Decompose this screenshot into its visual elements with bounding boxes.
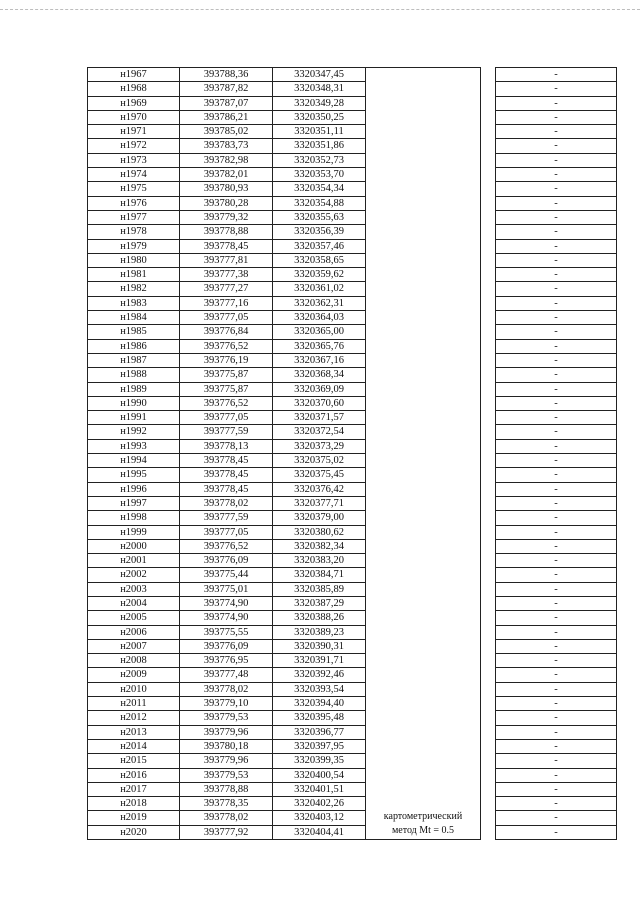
table-row [88, 739, 617, 753]
point-id-cell: н2010 [88, 682, 180, 696]
table-row [88, 697, 617, 711]
x-coordinate-cell: 393775,44 [180, 568, 273, 582]
description-cell: - [496, 754, 617, 768]
page-top-rule [0, 9, 640, 10]
table-row [88, 168, 617, 182]
x-coordinate-cell: 393778,45 [180, 239, 273, 253]
description-cell: - [496, 711, 617, 725]
y-coordinate-cell: 3320373,29 [273, 439, 366, 453]
table-row [88, 225, 617, 239]
y-coordinate-cell: 3320356,39 [273, 225, 366, 239]
table-row [88, 554, 617, 568]
description-cell: - [496, 82, 617, 96]
table-row [88, 668, 617, 682]
point-id-cell: н2014 [88, 739, 180, 753]
description-cell: - [496, 725, 617, 739]
description-cell: - [496, 639, 617, 653]
y-coordinate-cell: 3320351,86 [273, 139, 366, 153]
x-coordinate-cell: 393778,45 [180, 468, 273, 482]
description-cell: - [496, 682, 617, 696]
point-id-cell: н1980 [88, 253, 180, 267]
table-row [88, 811, 617, 825]
point-id-cell: н1996 [88, 482, 180, 496]
description-cell: - [496, 282, 617, 296]
x-coordinate-cell: 393775,87 [180, 368, 273, 382]
x-coordinate-cell: 393778,13 [180, 439, 273, 453]
x-coordinate-cell: 393777,92 [180, 825, 273, 839]
description-cell: - [496, 268, 617, 282]
table-row [88, 725, 617, 739]
x-coordinate-cell: 393787,82 [180, 82, 273, 96]
y-coordinate-cell: 3320383,20 [273, 554, 366, 568]
point-id-cell: н1973 [88, 153, 180, 167]
point-id-cell: н1984 [88, 311, 180, 325]
point-id-cell: н1967 [88, 68, 180, 82]
y-coordinate-cell: 3320400,54 [273, 768, 366, 782]
x-coordinate-cell: 393775,87 [180, 382, 273, 396]
table-row [88, 568, 617, 582]
table-row [88, 382, 617, 396]
y-coordinate-cell: 3320395,48 [273, 711, 366, 725]
y-coordinate-cell: 3320390,31 [273, 639, 366, 653]
table-row [88, 96, 617, 110]
x-coordinate-cell: 393782,98 [180, 153, 273, 167]
description-cell: - [496, 68, 617, 82]
table-row [88, 353, 617, 367]
table-row [88, 482, 617, 496]
table-row [88, 797, 617, 811]
point-id-cell: н1974 [88, 168, 180, 182]
x-coordinate-cell: 393778,88 [180, 225, 273, 239]
point-id-cell: н1997 [88, 496, 180, 510]
point-id-cell: н1975 [88, 182, 180, 196]
description-cell: - [496, 554, 617, 568]
description-cell: - [496, 196, 617, 210]
point-id-cell: н1969 [88, 96, 180, 110]
point-id-cell: н2013 [88, 725, 180, 739]
point-id-cell: н1994 [88, 454, 180, 468]
table-row [88, 654, 617, 668]
table-row [88, 611, 617, 625]
table-row [88, 768, 617, 782]
x-coordinate-cell: 393777,81 [180, 253, 273, 267]
point-id-cell: н1976 [88, 196, 180, 210]
point-id-cell: н2002 [88, 568, 180, 582]
y-coordinate-cell: 3320403,12 [273, 811, 366, 825]
x-coordinate-cell: 393788,36 [180, 68, 273, 82]
table-row [88, 196, 617, 210]
table-row [88, 525, 617, 539]
x-coordinate-cell: 393776,52 [180, 396, 273, 410]
point-id-cell: н1987 [88, 353, 180, 367]
table-row [88, 825, 617, 839]
table-row [88, 339, 617, 353]
point-id-cell: н1983 [88, 296, 180, 310]
x-coordinate-cell: 393776,09 [180, 554, 273, 568]
y-coordinate-cell: 3320394,40 [273, 697, 366, 711]
y-coordinate-cell: 3320396,77 [273, 725, 366, 739]
description-cell: - [496, 439, 617, 453]
y-coordinate-cell: 3320354,88 [273, 196, 366, 210]
y-coordinate-cell: 3320377,71 [273, 496, 366, 510]
point-id-cell: н2009 [88, 668, 180, 682]
table-row [88, 754, 617, 768]
y-coordinate-cell: 3320353,70 [273, 168, 366, 182]
description-cell: - [496, 210, 617, 224]
table-row [88, 468, 617, 482]
description-cell: - [496, 539, 617, 553]
x-coordinate-cell: 393780,93 [180, 182, 273, 196]
table-row [88, 682, 617, 696]
description-cell: - [496, 353, 617, 367]
point-id-cell: н1982 [88, 282, 180, 296]
y-coordinate-cell: 3320368,34 [273, 368, 366, 382]
x-coordinate-cell: 393777,59 [180, 511, 273, 525]
y-coordinate-cell: 3320355,63 [273, 210, 366, 224]
table-row [88, 782, 617, 796]
point-id-cell: н1986 [88, 339, 180, 353]
y-coordinate-cell: 3320385,89 [273, 582, 366, 596]
x-coordinate-cell: 393778,02 [180, 496, 273, 510]
x-coordinate-cell: 393777,48 [180, 668, 273, 682]
point-id-cell: н2011 [88, 697, 180, 711]
table-row [88, 396, 617, 410]
description-cell: - [496, 568, 617, 582]
table-row [88, 282, 617, 296]
description-cell: - [496, 668, 617, 682]
y-coordinate-cell: 3320399,35 [273, 754, 366, 768]
table-row [88, 496, 617, 510]
description-cell: - [496, 153, 617, 167]
description-cell: - [496, 396, 617, 410]
blank-column-cell [481, 68, 496, 840]
y-coordinate-cell: 3320352,73 [273, 153, 366, 167]
x-coordinate-cell: 393777,05 [180, 311, 273, 325]
x-coordinate-cell: 393778,02 [180, 682, 273, 696]
y-coordinate-cell: 3320392,46 [273, 668, 366, 682]
x-coordinate-cell: 393776,95 [180, 654, 273, 668]
point-id-cell: н2000 [88, 539, 180, 553]
x-coordinate-cell: 393777,59 [180, 425, 273, 439]
y-coordinate-cell: 3320350,25 [273, 110, 366, 124]
point-id-cell: н1978 [88, 225, 180, 239]
x-coordinate-cell: 393778,45 [180, 482, 273, 496]
point-id-cell: н1999 [88, 525, 180, 539]
accuracy-method-cell [366, 68, 481, 840]
x-coordinate-cell: 393775,55 [180, 625, 273, 639]
y-coordinate-cell: 3320379,00 [273, 511, 366, 525]
table-row [88, 625, 617, 639]
point-id-cell: н2007 [88, 639, 180, 653]
x-coordinate-cell: 393779,32 [180, 210, 273, 224]
table-row [88, 68, 617, 82]
description-cell: - [496, 96, 617, 110]
description-cell: - [496, 110, 617, 124]
description-cell: - [496, 811, 617, 825]
point-id-cell: н1985 [88, 325, 180, 339]
y-coordinate-cell: 3320387,29 [273, 596, 366, 610]
x-coordinate-cell: 393779,53 [180, 768, 273, 782]
table-row [88, 582, 617, 596]
x-coordinate-cell: 393785,02 [180, 125, 273, 139]
description-cell: - [496, 482, 617, 496]
x-coordinate-cell: 393776,84 [180, 325, 273, 339]
point-id-cell: н1981 [88, 268, 180, 282]
x-coordinate-cell: 393778,35 [180, 797, 273, 811]
description-cell: - [496, 611, 617, 625]
point-id-cell: н1968 [88, 82, 180, 96]
description-cell: - [496, 296, 617, 310]
x-coordinate-cell: 393778,88 [180, 782, 273, 796]
y-coordinate-cell: 3320393,54 [273, 682, 366, 696]
y-coordinate-cell: 3320348,31 [273, 82, 366, 96]
table-row [88, 425, 617, 439]
description-cell: - [496, 582, 617, 596]
description-cell: - [496, 797, 617, 811]
table-row [88, 82, 617, 96]
table-row [88, 153, 617, 167]
description-cell: - [496, 511, 617, 525]
point-id-cell: н1991 [88, 411, 180, 425]
description-cell: - [496, 382, 617, 396]
point-id-cell: н2015 [88, 754, 180, 768]
x-coordinate-cell: 393779,10 [180, 697, 273, 711]
point-id-cell: н2006 [88, 625, 180, 639]
description-cell: - [496, 253, 617, 267]
table-row [88, 253, 617, 267]
x-coordinate-cell: 393786,21 [180, 110, 273, 124]
table-row [88, 239, 617, 253]
description-cell: - [496, 168, 617, 182]
point-id-cell: н2018 [88, 797, 180, 811]
x-coordinate-cell: 393776,52 [180, 539, 273, 553]
x-coordinate-cell: 393780,18 [180, 739, 273, 753]
table-row [88, 268, 617, 282]
y-coordinate-cell: 3320371,57 [273, 411, 366, 425]
table-row [88, 596, 617, 610]
point-id-cell: н1972 [88, 139, 180, 153]
point-id-cell: н1992 [88, 425, 180, 439]
point-id-cell: н1993 [88, 439, 180, 453]
point-id-cell: н2004 [88, 596, 180, 610]
method-line-1: картометрический [383, 811, 463, 823]
y-coordinate-cell: 3320397,95 [273, 739, 366, 753]
table-row [88, 439, 617, 453]
coordinates-sheet [87, 67, 616, 840]
x-coordinate-cell: 393776,52 [180, 339, 273, 353]
table-row [88, 125, 617, 139]
x-coordinate-cell: 393776,09 [180, 639, 273, 653]
description-cell: - [496, 239, 617, 253]
description-cell: - [496, 125, 617, 139]
table-row [88, 311, 617, 325]
x-coordinate-cell: 393774,90 [180, 611, 273, 625]
description-cell: - [496, 225, 617, 239]
y-coordinate-cell: 3320391,71 [273, 654, 366, 668]
y-coordinate-cell: 3320369,09 [273, 382, 366, 396]
description-cell: - [496, 825, 617, 839]
point-id-cell: н1995 [88, 468, 180, 482]
x-coordinate-cell: 393787,07 [180, 96, 273, 110]
point-id-cell: н1979 [88, 239, 180, 253]
y-coordinate-cell: 3320384,71 [273, 568, 366, 582]
y-coordinate-cell: 3320364,03 [273, 311, 366, 325]
y-coordinate-cell: 3320389,23 [273, 625, 366, 639]
description-cell: - [496, 368, 617, 382]
description-cell: - [496, 625, 617, 639]
x-coordinate-cell: 393776,19 [180, 353, 273, 367]
description-cell: - [496, 411, 617, 425]
table-row [88, 325, 617, 339]
table-row [88, 539, 617, 553]
x-coordinate-cell: 393779,96 [180, 725, 273, 739]
y-coordinate-cell: 3320359,62 [273, 268, 366, 282]
y-coordinate-cell: 3320354,34 [273, 182, 366, 196]
y-coordinate-cell: 3320382,34 [273, 539, 366, 553]
description-cell: - [496, 339, 617, 353]
x-coordinate-cell: 393782,01 [180, 168, 273, 182]
description-cell: - [496, 782, 617, 796]
y-coordinate-cell: 3320375,02 [273, 454, 366, 468]
y-coordinate-cell: 3320365,00 [273, 325, 366, 339]
coordinates-table [87, 67, 617, 840]
point-id-cell: н1977 [88, 210, 180, 224]
point-id-cell: н1990 [88, 396, 180, 410]
y-coordinate-cell: 3320370,60 [273, 396, 366, 410]
table-row [88, 711, 617, 725]
table-row [88, 454, 617, 468]
description-cell: - [496, 311, 617, 325]
y-coordinate-cell: 3320380,62 [273, 525, 366, 539]
point-id-cell: н2019 [88, 811, 180, 825]
y-coordinate-cell: 3320388,26 [273, 611, 366, 625]
description-cell: - [496, 182, 617, 196]
point-id-cell: н2016 [88, 768, 180, 782]
x-coordinate-cell: 393778,02 [180, 811, 273, 825]
table-row [88, 368, 617, 382]
point-id-cell: н1998 [88, 511, 180, 525]
description-cell: - [496, 768, 617, 782]
point-id-cell: н1988 [88, 368, 180, 382]
x-coordinate-cell: 393779,53 [180, 711, 273, 725]
y-coordinate-cell: 3320402,26 [273, 797, 366, 811]
y-coordinate-cell: 3320347,45 [273, 68, 366, 82]
point-id-cell: н2012 [88, 711, 180, 725]
x-coordinate-cell: 393777,05 [180, 411, 273, 425]
description-cell: - [496, 654, 617, 668]
x-coordinate-cell: 393783,73 [180, 139, 273, 153]
description-cell: - [496, 596, 617, 610]
y-coordinate-cell: 3320351,11 [273, 125, 366, 139]
coordinates-table-body [88, 68, 617, 840]
point-id-cell: н2017 [88, 782, 180, 796]
description-cell: - [496, 139, 617, 153]
table-row [88, 210, 617, 224]
x-coordinate-cell: 393777,27 [180, 282, 273, 296]
x-coordinate-cell: 393779,96 [180, 754, 273, 768]
y-coordinate-cell: 3320376,42 [273, 482, 366, 496]
description-cell: - [496, 525, 617, 539]
description-cell: - [496, 697, 617, 711]
description-cell: - [496, 454, 617, 468]
point-id-cell: н1971 [88, 125, 180, 139]
y-coordinate-cell: 3320361,02 [273, 282, 366, 296]
x-coordinate-cell: 393777,16 [180, 296, 273, 310]
table-row [88, 511, 617, 525]
description-cell: - [496, 425, 617, 439]
y-coordinate-cell: 3320357,46 [273, 239, 366, 253]
table-row [88, 110, 617, 124]
x-coordinate-cell: 393775,01 [180, 582, 273, 596]
description-cell: - [496, 468, 617, 482]
point-id-cell: н1989 [88, 382, 180, 396]
description-cell: - [496, 325, 617, 339]
table-row [88, 296, 617, 310]
y-coordinate-cell: 3320365,76 [273, 339, 366, 353]
point-id-cell: н2003 [88, 582, 180, 596]
table-row [88, 139, 617, 153]
y-coordinate-cell: 3320401,51 [273, 782, 366, 796]
point-id-cell: н2008 [88, 654, 180, 668]
x-coordinate-cell: 393777,05 [180, 525, 273, 539]
table-row [88, 411, 617, 425]
table-row [88, 639, 617, 653]
x-coordinate-cell: 393778,45 [180, 454, 273, 468]
description-cell: - [496, 496, 617, 510]
y-coordinate-cell: 3320367,16 [273, 353, 366, 367]
y-coordinate-cell: 3320375,45 [273, 468, 366, 482]
description-cell: - [496, 739, 617, 753]
point-id-cell: н2001 [88, 554, 180, 568]
point-id-cell: н1970 [88, 110, 180, 124]
method-line-2: метод Mt = 0.5 [391, 824, 455, 836]
y-coordinate-cell: 3320358,65 [273, 253, 366, 267]
x-coordinate-cell: 393780,28 [180, 196, 273, 210]
y-coordinate-cell: 3320372,54 [273, 425, 366, 439]
x-coordinate-cell: 393777,38 [180, 268, 273, 282]
y-coordinate-cell: 3320362,31 [273, 296, 366, 310]
x-coordinate-cell: 393774,90 [180, 596, 273, 610]
point-id-cell: н2005 [88, 611, 180, 625]
table-row [88, 182, 617, 196]
point-id-cell: н2020 [88, 825, 180, 839]
y-coordinate-cell: 3320404,41 [273, 825, 366, 839]
y-coordinate-cell: 3320349,28 [273, 96, 366, 110]
